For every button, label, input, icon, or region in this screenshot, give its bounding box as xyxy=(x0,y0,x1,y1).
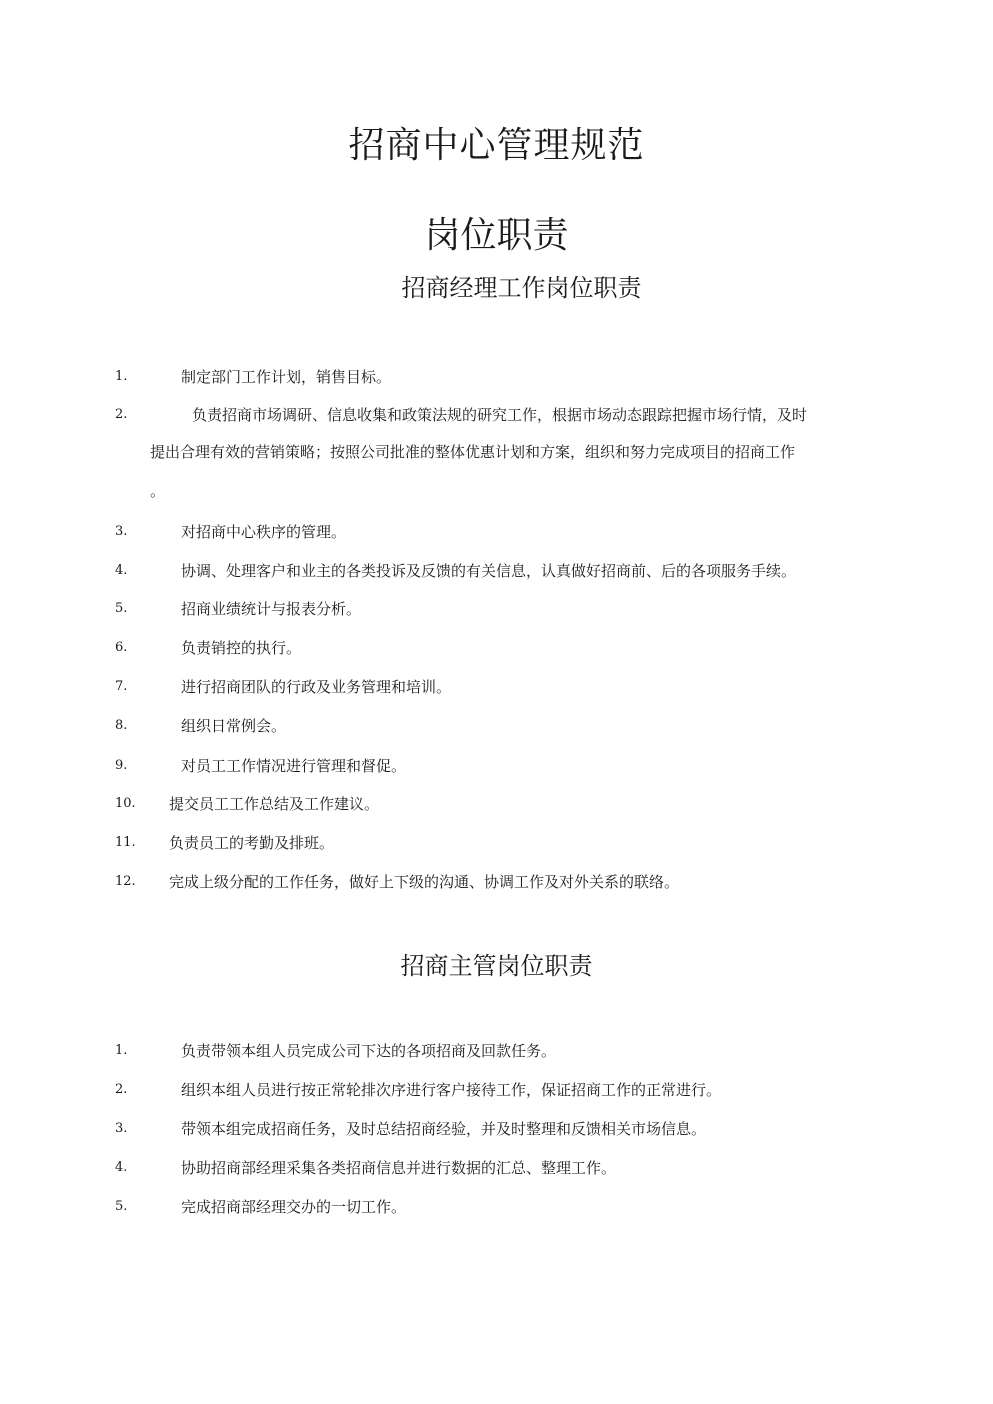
item-text: 协调、处理客户和业主的各类投诉及反馈的有关信息，认真做好招商前、后的各项服务手续。 xyxy=(181,562,797,580)
item-text: 负责带领本组人员完成公司下达的各项招商及回款任务。 xyxy=(181,1042,557,1060)
item-text-line-2: 提出合理有效的营销策略；按照公司批准的整体优惠计划和方案，组织和努力完成项目的招商工作 xyxy=(150,443,796,461)
item-text: 负责销控的执行。 xyxy=(181,639,302,657)
item-number: 4. xyxy=(115,563,128,578)
item-text: 完成上级分配的工作任务，做好上下级的沟通、协调工作及对外关系的联络。 xyxy=(169,873,680,891)
document-title: 招商中心管理规范 xyxy=(348,125,645,166)
item-text: 制定部门工作计划，销售目标。 xyxy=(181,368,392,386)
item-number: 5. xyxy=(115,601,128,616)
item-text: 对招商中心秩序的管理。 xyxy=(181,523,347,541)
manager-duties-heading: 招商经理工作岗位职责 xyxy=(401,274,642,302)
item-text: 招商业绩统计与报表分析。 xyxy=(181,600,362,618)
item-text-line-1: 负责招商市场调研、信息收集和政策法规的研究工作，根据市场动态跟踪把握市场行情，及时 xyxy=(192,406,808,424)
item-number: 1. xyxy=(115,1043,128,1058)
item-text: 提交员工工作总结及工作建议。 xyxy=(169,795,380,813)
supervisor-duties-heading: 招商主管岗位职责 xyxy=(400,952,593,980)
item-number: 7. xyxy=(115,679,128,694)
item-text: 进行招商团队的行政及业务管理和培训。 xyxy=(181,678,452,696)
item-number: 12. xyxy=(115,874,136,889)
item-text: 协助招商部经理采集各类招商信息并进行数据的汇总、整理工作。 xyxy=(181,1159,617,1177)
item-text: 完成招商部经理交办的一切工作。 xyxy=(181,1198,407,1216)
item-text: 对员工工作情况进行管理和督促。 xyxy=(181,757,407,775)
section-title xyxy=(0,212,993,260)
item-text-line-3: 。 xyxy=(150,482,166,500)
item-text: 负责员工的考勤及排班。 xyxy=(169,834,335,852)
item-number: 6. xyxy=(115,640,128,655)
item-number: 3. xyxy=(115,524,128,539)
item-number: 5. xyxy=(115,1199,128,1214)
item-text: 带领本组完成招商任务，及时总结招商经验，并及时整理和反馈相关市场信息。 xyxy=(181,1120,707,1138)
item-number: 2. xyxy=(115,407,128,422)
item-number: 2. xyxy=(115,1082,128,1097)
item-number: 9. xyxy=(115,758,128,773)
item-number: 3. xyxy=(115,1121,128,1136)
item-number: 10. xyxy=(115,796,136,811)
section-title-text: 岗位职责 xyxy=(424,215,569,256)
item-number: 11. xyxy=(115,835,136,850)
item-text: 组织本组人员进行按正常轮排次序进行客户接待工作，保证招商工作的正常进行。 xyxy=(181,1081,722,1099)
item-number: 4. xyxy=(115,1160,128,1175)
item-number: 1. xyxy=(115,369,128,384)
item-text: 组织日常例会。 xyxy=(181,717,287,735)
item-number: 8. xyxy=(115,718,128,733)
